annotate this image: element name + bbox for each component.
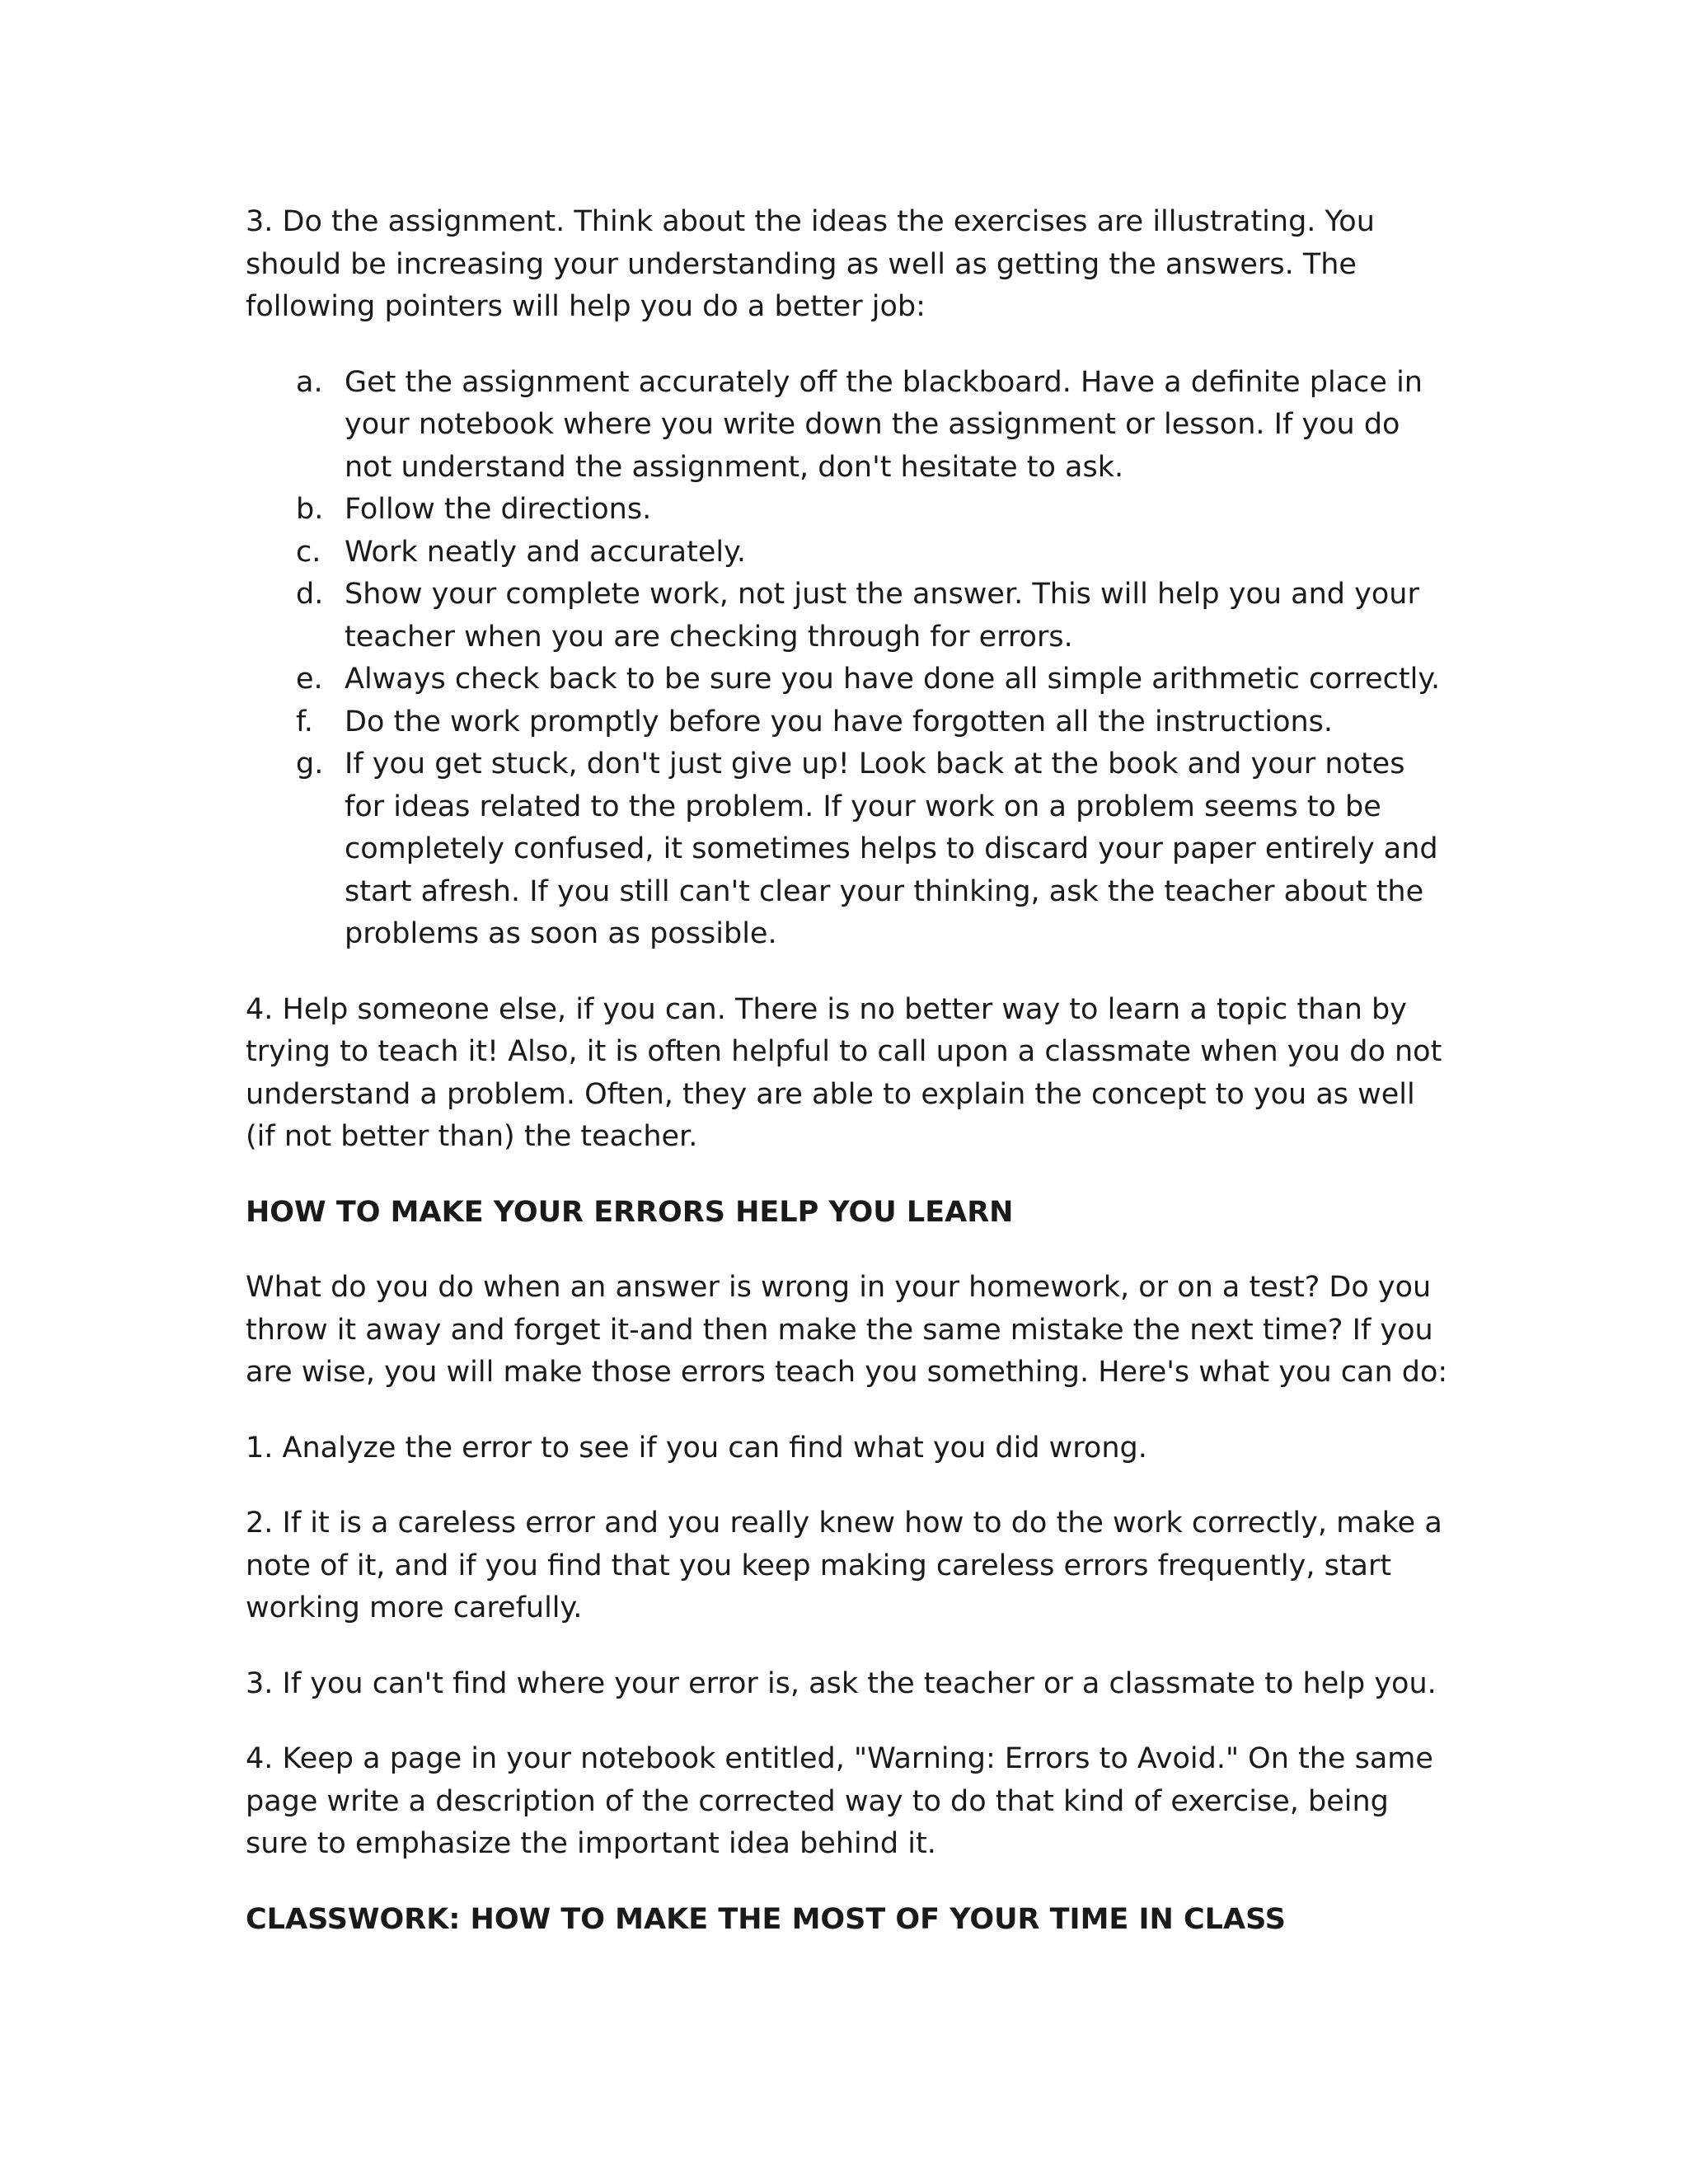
list-item-text: Work neatly and accurately.: [345, 535, 746, 569]
section-heading-errors: HOW TO MAKE YOUR ERRORS HELP YOU LEARN: [246, 1195, 1014, 1229]
list-item-text: Get the assignment accurately off the blackboard. Have a definite place in your notebook where you write down the assignment or lesson. If you do not understand the assignment, don't hesitate to ask.: [345, 365, 1423, 484]
errors-step: 4. Keep a page in your notebook entitled, "Warning: Errors to Avoid." On the same page write a description of the corrected way to do that kind of exercise, being sure to emphasize the important idea behind it.: [246, 1742, 1433, 1860]
document-page: [246, 201, 1449, 1974]
errors-step: 3. If you can't find where your error is, ask the teacher or a classmate to help you.: [246, 1666, 1437, 1700]
list-item-text: Do the work promptly before you have forgotten all the instructions.: [345, 705, 1334, 738]
help-others-paragraph: 4. Help someone else, if you can. There is no better way to learn a topic than by trying to teach it! Also, it is often helpful to call upon a classmate when you do not understand a problem. Often, they are able to explain the concept to you as well (if not better than) the teacher.: [246, 992, 1442, 1153]
list-marker: c.: [296, 535, 321, 569]
list-item: [246, 701, 1449, 744]
list-marker: g.: [296, 748, 324, 780]
errors-step: 2. If it is a careless error and you really knew how to do the work correctly, make a note of it, and if you find that you keep making careless errors frequently, start working more carefully.: [246, 1507, 1442, 1624]
list-item-text: Always check back to be sure you have done all simple arithmetic correctly.: [345, 663, 1441, 696]
list-item: [246, 532, 1449, 574]
pointers-list: [246, 362, 1449, 956]
list-marker: a.: [296, 365, 323, 399]
list-item: [246, 489, 1449, 532]
list-item: [246, 658, 1449, 701]
list-marker: f.: [296, 705, 313, 738]
assignment-paragraph: 3. Do the assignment. Think about the ideas the exercises are illustrating. You should be increasing your understanding as well as getting the answers. The following pointers will help you do a better job:: [246, 205, 1375, 323]
list-item-text: If you get stuck, don't just give up! Look back at the book and your notes for ideas related to the problem. If your work on a problem seems to be completely confused, it sometimes helps to discard your paper entirely and start afresh. If you still can't clear your thinking, ask the teacher about the problems as soon as possible.: [345, 748, 1438, 950]
list-item-text: Show your complete work, not just the answer. This will help you and your teacher when you are checking through for errors.: [345, 578, 1419, 654]
errors-intro-paragraph: What do you do when an answer is wrong in your homework, or on a test? Do you throw it away and forget it-and then make the same mistake the next time? If you are wise, you will make those errors teach you something. Here's what you can do:: [246, 1271, 1448, 1389]
errors-step: 1. Analyze the error to see if you can find what you did wrong.: [246, 1431, 1147, 1465]
list-marker: d.: [296, 578, 324, 611]
section-heading-classwork: CLASSWORK: HOW TO MAKE THE MOST OF YOUR TIME IN CLASS: [246, 1902, 1286, 1936]
list-marker: b.: [296, 493, 324, 526]
list-item: [246, 574, 1449, 658]
list-item: [246, 362, 1449, 490]
list-marker: e.: [296, 663, 323, 696]
list-item: [246, 743, 1449, 956]
list-item-text: Follow the directions.: [345, 493, 652, 526]
